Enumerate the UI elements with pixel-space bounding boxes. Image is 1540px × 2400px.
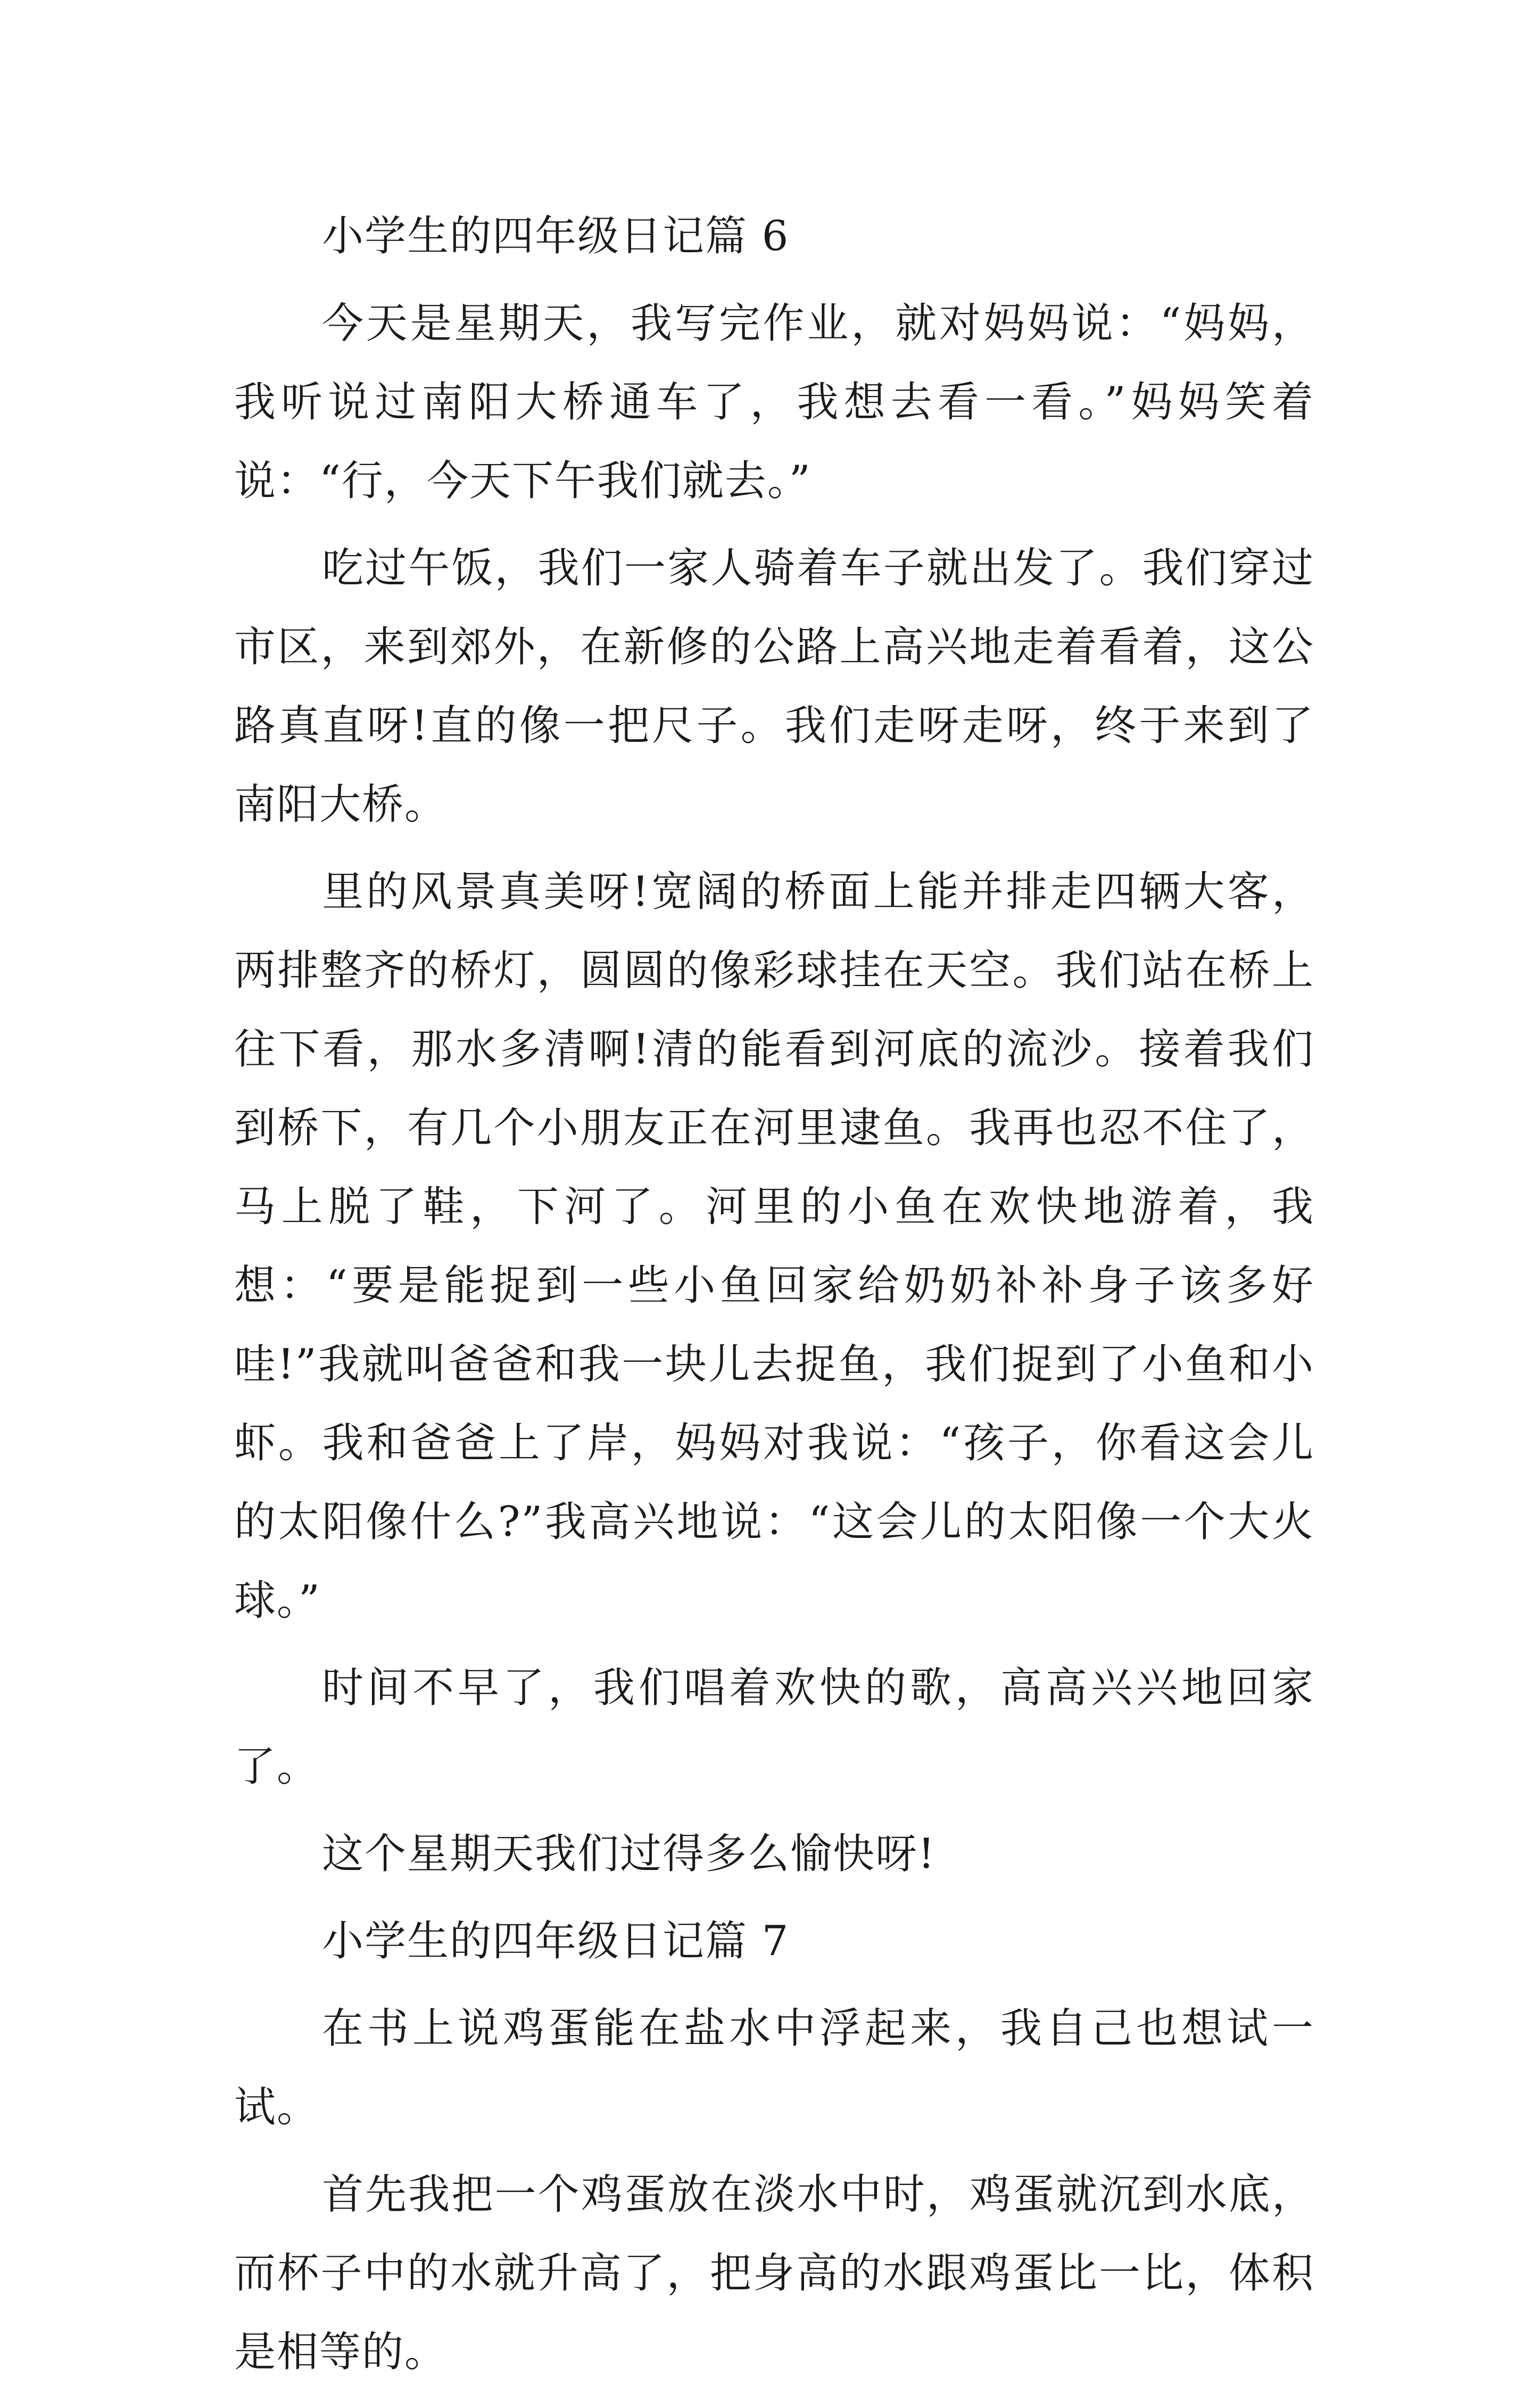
paragraph-egg-intro: 在书上说鸡蛋能在盐水中浮起来，我自己也想试一试。 xyxy=(234,2005,1314,2131)
paragraph-bridge-scenery: 里的风景真美呀!宽阔的桥面上能并排走四辆大客，两排整齐的桥灯，圆圆的像彩球挂在天空。我们站在桥上往下看，那水多清啊!清的能看到河底的流沙。接着我们到桥下，有几个小朋友正在河里逮鱼。我再也忍不住了，马上脱了鞋，下河了。河里的小鱼在欢快地游着，我想：“要是能捉到一些小鱼回家给奶奶补补身子该多好哇!”我就叫爸爸和我一块儿去捉鱼，我们捉到了小鱼和小虾。我和爸爸上了岸，妈妈对我说：“孩子，你看这会儿的太阳像什么?”我高兴地说：“这会儿的太阳像一个大火球。” xyxy=(234,868,1314,1625)
paragraph-journey: 吃过午饭，我们一家人骑着车子就出发了。我们穿过市区，来到郊外，在新修的公路上高兴地走着看着，这公路真直呀!直的像一把尺子。我们走呀走呀，终于来到了南阳大桥。 xyxy=(234,544,1314,829)
document-body xyxy=(234,197,1314,2400)
diary-heading-7: 小学生的四年级日记篇 7 xyxy=(322,1917,790,1965)
paragraph-intro: 今天是星期天，我写完作业，就对妈妈说：“妈妈，我听说过南阳大桥通车了，我想去看一看。”妈妈笑着说：“行，今天下午我们就去。” xyxy=(234,300,1314,505)
paragraph-conclusion: 这个星期天我们过得多么愉快呀! xyxy=(322,1830,936,1878)
diary-heading-6: 小学生的四年级日记篇 6 xyxy=(322,212,790,260)
paragraph-return-home: 时间不早了，我们唱着欢快的歌，高高兴兴地回家了。 xyxy=(234,1664,1314,1791)
paragraph-egg-experiment: 首先我把一个鸡蛋放在淡水中时，鸡蛋就沉到水底，而杯子中的水就升高了，把身高的水跟鸡蛋比一比，体积是相等的。 xyxy=(234,2171,1314,2376)
